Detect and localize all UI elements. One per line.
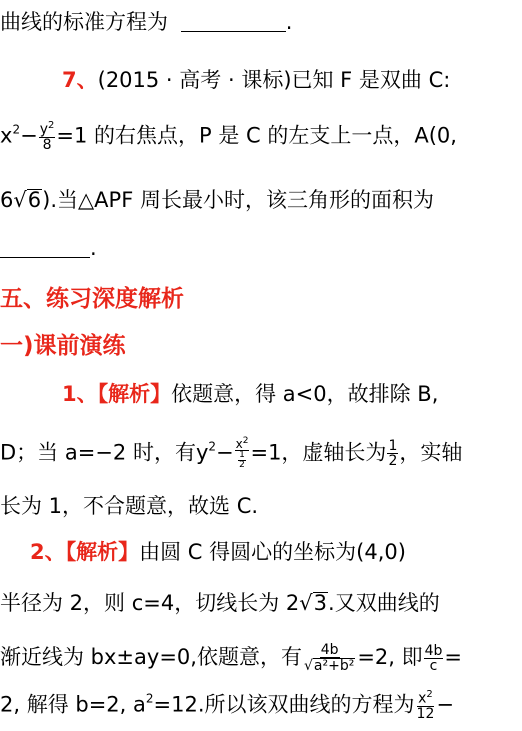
- answer-2-line-4: 2, 解得 b=2, $a^2=12$.所以该双曲线的方程为 $\frac{x^2}{12}$ −: [0, 689, 454, 722]
- answer-text: .又双曲线的: [328, 591, 440, 615]
- fraction-4b-over-c: $\frac{4b}{c}$: [424, 642, 443, 674]
- fraction-one-half: $\frac{1}{2}$: [388, 438, 398, 469]
- answer-1-line-1: [62, 380, 438, 408]
- question-7-line-1: [62, 66, 450, 94]
- radicand: 3: [313, 591, 328, 615]
- question-7-line-2: [0, 121, 457, 152]
- answer-2-line-2: [0, 589, 440, 617]
- fraction-4b-over-root: $\frac{4b}{\text{√a²+b²}}$: [303, 642, 355, 674]
- var-x: x: [0, 123, 13, 148]
- period: .: [90, 236, 97, 260]
- minus-sign: −: [216, 440, 234, 465]
- answer-1-line-3: 长为 1，不合题意，故选 C.: [0, 494, 259, 518]
- question-source: (2015 · 高考 · 课标)已知 F 是双曲 C:: [97, 68, 451, 92]
- fraction-y2-over-8: [39, 121, 56, 152]
- answer-text: 渐近线为 bx±ay=0,依题意，有: [0, 645, 302, 669]
- exp-2: 2: [208, 439, 217, 454]
- question-number: 7、: [62, 68, 98, 92]
- answer-2-line-3: [0, 643, 462, 673]
- answer-text: ，实轴: [399, 440, 463, 465]
- coefficient: 6: [0, 188, 14, 212]
- answer-text: D；当 a=−2 时，有y: [0, 440, 209, 465]
- sqrt-sign: √: [299, 591, 313, 615]
- equals-sign: =: [444, 645, 463, 669]
- section-title: 五、练习深度解析: [0, 286, 184, 312]
- answer-blank: [181, 11, 286, 32]
- answer-text: =1，虚轴长为: [250, 440, 387, 465]
- period: .: [285, 10, 293, 34]
- answer-text: 2, 解得 b=2, a: [0, 692, 146, 717]
- fraction-x2-over-half: $\frac{x^2}{\frac{1}{2}}$: [235, 436, 249, 470]
- answer-2-line-1: [30, 538, 406, 566]
- prev-question-text: 曲线的标准方程为: [0, 10, 168, 34]
- answer-text: 半径为 2，则 c=4，切线长为 2: [0, 591, 300, 615]
- answer-1-line-2: [0, 437, 462, 470]
- answer-text: 由圆 C 得圆心的坐标为(4,0): [139, 540, 406, 564]
- question-tail: ).当△APF 周长最小时，该三角形的面积为: [42, 188, 434, 212]
- answer-text: =2, 即: [357, 645, 423, 669]
- analysis-tag: 【解析】: [65, 540, 140, 564]
- prev-question-line: [0, 8, 292, 36]
- answer-number: 2、: [30, 540, 66, 564]
- equation-tail: =1 的右焦点，P 是 C 的左支上一点，A(0,: [56, 123, 457, 148]
- answer-blank: [0, 237, 90, 258]
- analysis-tag: 【解析】: [97, 382, 172, 406]
- exp-2: 2: [12, 122, 21, 137]
- numerator: $y^2$: [39, 120, 55, 138]
- question-7-line-3: [0, 186, 434, 214]
- answer-number: 1、: [62, 382, 98, 406]
- answer-text: 依题意，得 a<0，故排除 B,: [171, 382, 439, 406]
- radicand: 6: [27, 188, 42, 212]
- fraction-x2-over-12: $\frac{x^2}{12}$: [416, 689, 435, 722]
- subsection-title: 一)课前演练: [0, 333, 126, 359]
- minus-sign: −: [436, 692, 454, 717]
- question-7-line-4: [0, 234, 97, 262]
- answer-text: =12.所以该双曲线的方程为: [153, 692, 415, 717]
- minus-sign: −: [20, 123, 38, 148]
- sqrt-sign: √: [13, 188, 27, 212]
- denominator: 8: [42, 136, 52, 153]
